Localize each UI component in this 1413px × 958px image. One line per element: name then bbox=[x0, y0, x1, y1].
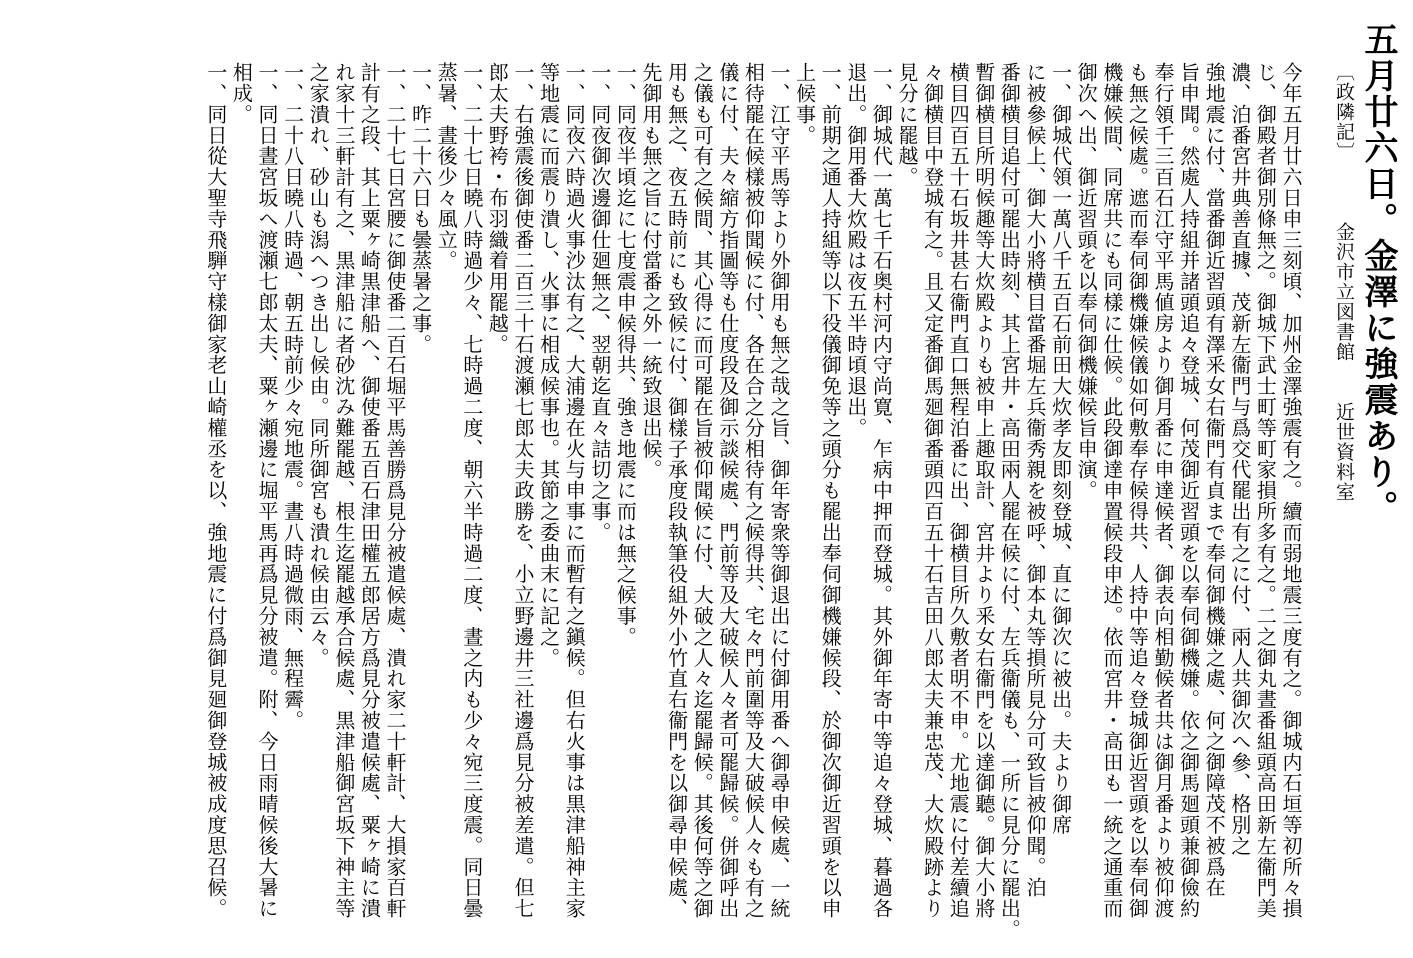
source-collection: 近世資料室 bbox=[1333, 402, 1355, 502]
text-column: 一、昨二十六日も曇蒸暑之事。 bbox=[408, 62, 433, 355]
text-column: 蒸暑、晝後少々風立。 bbox=[434, 62, 459, 271]
source-institution: 金沢市立図書館 bbox=[1333, 222, 1355, 362]
text-column: 番御横目追付可罷出時刻、其上宮井・高田兩人罷在候に付、左兵衞儀も、一所に見分に罷出。 bbox=[997, 62, 1022, 940]
text-column: 一、御城代領一萬八千五百石前田大炊孝友即刻登城、直に御次に被出。夫より御席 bbox=[1048, 62, 1073, 836]
text-column: 々御横目中登城有之。且又定番御馬廻御番頭四百五十石吉田八郎太夫兼忠茂、大炊殿跡より bbox=[920, 62, 945, 919]
text-column: 退出。御用番大炊殿は夜五半時頃退出。 bbox=[843, 62, 868, 439]
text-column: に被參候上、御大小將横目當番堀左兵衞秀親を被呼、御本丸等損所見分可致旨被仰聞。泊 bbox=[1023, 62, 1047, 898]
text-column: 之儀も可有之候間、其心得に而可罷在旨被仰聞候に付、大破之人々迄罷歸候。其後何等之御 bbox=[690, 62, 715, 919]
text-column: 一、二十七日宮腰に御使番二百石堀平馬善勝爲見分被遣候處、潰れ家二十軒計、大損家百軒 bbox=[383, 62, 407, 919]
text-column: 之家潰れ、砂山も潟へつき出し候由。同所御宮も潰れ候由云々。 bbox=[306, 62, 331, 669]
text-column: 上候事。 bbox=[792, 62, 817, 146]
text-column: 一、江守平馬等より外御用も無之哉之旨、御年寄衆等御退出に付御用番へ御尋申候處、一統 bbox=[767, 62, 791, 919]
text-column: 今年五月廿六日申三刻頃、加州金澤強震有之。續而弱地震三度有之。御城内石垣等初所々損 bbox=[1279, 62, 1303, 919]
text-column: 機嫌候間、同席共にも同樣に仕候。此段御達申置候段申述。依而宮井・高田も一統之通重而 bbox=[1099, 62, 1124, 919]
text-column: も無之候處。遮而奉伺御機嫌候儀如何敷奉存候得共、人持中等追々登城御近習頭を以奉伺御 bbox=[1125, 62, 1150, 919]
text-column: 等地震に而震り潰し、火事に相成候事也。其節之委曲末に記之。 bbox=[536, 62, 561, 669]
text-column: 先御用も無之旨に付當番之外一統致退出候。 bbox=[639, 62, 663, 480]
text-column: 一、前期之通人持組等以下役儀御免等之頭分も罷出奉伺御機嫌候段、於御次御近習頭を以申 bbox=[818, 62, 843, 919]
text-column: 相待罷在候樣被仰聞候に付、各在合之分相待有之候得共、宅々門前圍等及大破候人々も有之 bbox=[741, 62, 766, 919]
text-column: 濃、泊番宮井典善直據、茂新左衞門与爲交代罷出有之に付、兩人共御次へ參、格別之 bbox=[1227, 62, 1252, 857]
text-column: 横目四百五十石坂井甚右衞門直口無程泊番に出、御横目所久敷者明不申。尤地震に付差續追 bbox=[946, 62, 971, 919]
text-column: 暫御横目所明候趣等大炊殿よりも被申上趣取計、宮井より釆女右衞門を以達御聽。御大小將 bbox=[971, 62, 996, 919]
text-column: 用も無之、夜五時前にも致候に付、御樣子承度段執筆役組外小竹直右衞門を以御尋申候處、 bbox=[664, 62, 689, 919]
text-column: 旨申聞。然處人持組并諸頭追々登城、何茂御近習頭を以奉伺御機嫌。依之御馬廻頭兼御儉約 bbox=[1176, 62, 1201, 919]
text-column: 強地震に付、當番御近習頭有澤釆女右衞門有貞まで奉伺御機嫌之處、何之御障茂不被爲在 bbox=[1202, 62, 1227, 898]
text-column: 一、同日從大聖寺飛騨守樣御家老山崎權丞を以、強地震に付爲御見廻御登城被成度思召候。 bbox=[203, 62, 228, 919]
source-bracket-label: 〔政隣記〕 bbox=[1333, 62, 1355, 162]
text-column: 一、二十七日曉八時過少々、七時過二度、朝六半時過二度、晝之内も少々宛三度震。同日曇 bbox=[459, 62, 484, 919]
text-column: 一、同日晝宮坂へ渡瀬七郎太夫、粟ヶ瀬邊に堀平馬再爲見分被遣。附、今日雨晴候後大暑に bbox=[255, 62, 279, 919]
text-column: 一、二十八日曉八時過、朝五時前少々宛地震。晝八時過微雨、無程霽。 bbox=[280, 62, 305, 731]
text-column: 一、右強震後御使番二百三十石渡瀬七郎太夫政勝を、小立野邊井三社邊爲見分被差遣。但七 bbox=[511, 62, 535, 919]
page-title: 五月廿六日。金澤に強震あり。 bbox=[1358, 22, 1398, 526]
text-column: 一、同夜半頃迄に七度震申候得共、強き地震に而は無之候事。 bbox=[613, 62, 638, 648]
text-column: 御次へ出、御近習頭を以奉伺御機嫌候旨申演。 bbox=[1074, 62, 1099, 501]
text-column: 一、同夜御次邊御仕廻無之、翌朝迄直々詰切之事。 bbox=[587, 62, 612, 543]
text-column: 儀に付、夫々縮方指圖等も仕度段及御示談候處、門前等及大破候人々者可罷歸候。併御呼出 bbox=[715, 62, 740, 919]
source-citation bbox=[1334, 62, 1353, 502]
text-column: 奉行領千三百石江守平馬値房より御月番に申達候者、御表向相勤候者共は御月番より被仰渡 bbox=[1151, 62, 1175, 919]
text-column: 郎太夫野袴・布羽織着用罷越。 bbox=[485, 62, 510, 355]
text-column: じ、御殿者御別條無之。御城下武士町等町家損所多有之。二之御丸晝番組頭高田新左衞門美 bbox=[1253, 62, 1278, 919]
text-column: 計有之段、其上粟ヶ崎黒津船へ、御使番五百石津田權五郎居方爲見分被遣候處、粟ヶ崎に潰 bbox=[357, 62, 382, 919]
text-column: 一、御城代一萬七千石奥村河内守尚寛、乍病中押而登城。其外御年寄中等追々登城、暮過各 bbox=[869, 62, 894, 919]
text-column: 相成。 bbox=[229, 62, 254, 125]
text-column: 見分に罷越。 bbox=[895, 62, 919, 188]
text-column: 一、同夜六時過火事沙汰有之、大浦邊在火与申事に而暫有之鎭候。但右火事は黒津船神主家 bbox=[562, 62, 587, 919]
text-column: れ家十三軒計有之、黒津船に者砂沈み難罷越、根生迄罷越承合候處、黒津船御宮坂下神主等 bbox=[331, 62, 356, 919]
